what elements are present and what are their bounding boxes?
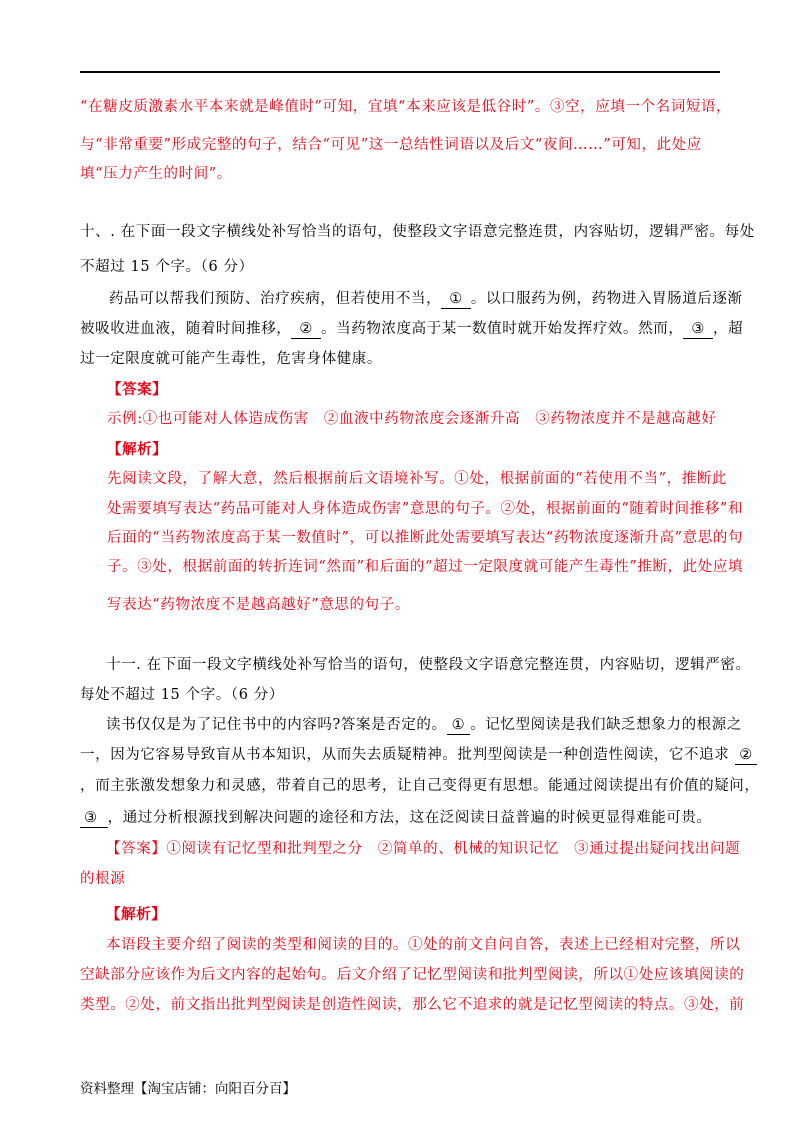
q10-analysis-line-4: 子。③处，根据前面的转折连词“然而”和后面的“超过一定限度就可能产生毒性”推断，此处应填: [107, 559, 744, 575]
q10-analysis-line-2: 处需要填写表达“药品可能对人身体造成伤害”意思的句子。②处，根据前面的“随着时间推移”和: [107, 501, 744, 517]
q10-passage-text: 。以口服药为例，药物进入胃肠道后逐渐: [470, 291, 743, 307]
previous-analysis-line-3: 填“压力产生的时间”。: [80, 166, 232, 182]
q10-analysis-line-5: 写表达“药物浓度不是越高越好”意思的句子。: [107, 597, 410, 613]
q11-analysis-line-2: 空缺部分应该作为后文内容的起始句。后文介绍了记忆型阅读和批判型阅读，所以①处应该填阅读的: [80, 967, 745, 983]
q10-blank-1: ①: [441, 292, 471, 309]
previous-analysis-line-2: 与“非常重要”形成完整的句子，结合“可见”这一总结性词语以及后文“夜间……”可知，此处应: [80, 137, 702, 153]
q10-answer: 示例:①也可能对人体造成伤害 ②血液中药物浓度会逐渐升高 ③药物浓度并不是越高越好: [107, 411, 717, 427]
q11-passage-text: ，通过分析根源找到解决问题的途径和方法，这在泛阅读日益普遍的时候更显得难能可贵。: [107, 810, 712, 826]
q10-analysis-line-1: 先阅读文段，了解大意，然后根据前后文语境补写。①处，根据前面的“若使用不当”，推断此: [107, 471, 728, 487]
q11-answer-line-2: 的根源: [80, 871, 126, 887]
q10-analysis-line-3: 后面的“当药物浓度高于某一数值时”，可以推断此处需要填写表达“药物浓度逐渐升高”意思的句: [107, 530, 744, 546]
q10-passage-line-3: 过一定限度就可能产生毒性，危害身体健康。: [80, 351, 382, 367]
page-footer: 资料整理【淘宝店铺：向阳百分百】: [80, 1081, 296, 1097]
q11-answer-label: 【答案】: [106, 841, 167, 857]
q10-passage-line-1: [109, 287, 743, 309]
previous-analysis-line-1: “在糖皮质激素水平本来就是峰值时”可知，宜填“本来应该是低谷时”。③空，应填一个名词短语，: [80, 99, 732, 115]
q11-passage-line-2: [80, 743, 757, 765]
q10-passage-text: 药品可以帮我们预防、治疗疾病，但若使用不当，: [109, 291, 442, 307]
q11-answer: ①阅读有记忆型和批判型之分 ②简单的、机械的知识记忆 ③通过提出疑问找出问题: [166, 841, 741, 857]
q10-prompt-line-2: 不超过 15 个字。（6 分）: [80, 259, 254, 275]
q10-prompt-line-1: 十、. 在下面一段文字横线处补写恰当的语句，使整段文字语意完整连贯，内容贴切，逻辑严密。每处: [80, 224, 755, 240]
q11-passage-text: 。记忆型阅读是我们缺乏想象力的根源之: [470, 717, 742, 733]
q10-passage-text: 被吸收进血液，随着时间推移，: [80, 321, 292, 337]
q11-passage-text: 读书仅仅是为了记住书中的内容吗?答案是否定的。: [106, 717, 447, 733]
q11-analysis-label: 【解析】: [106, 906, 167, 923]
header-rule: [80, 71, 720, 73]
q10-passage-line-2: [80, 317, 743, 339]
q11-analysis-line-1: 本语段主要介绍了阅读的类型和阅读的目的。①处的前文自问自答，表述上已经相对完整，所以: [106, 937, 741, 953]
q10-answer-label: 【答案】: [107, 381, 168, 398]
q10-passage-text: 。当药物浓度高于某一数值时就开始发挥疗效。然而，: [321, 321, 684, 337]
q10-blank-2: ②: [291, 322, 321, 339]
q10-passage-text: ，超: [713, 321, 744, 337]
q11-blank-3: ③: [80, 811, 108, 828]
q10-blank-3: ③: [683, 322, 713, 339]
q11-analysis-line-3: 类型。②处，前文指出批判型阅读是创造性阅读，那么它不追求的就是记忆型阅读的特点。③处，前: [80, 997, 745, 1013]
q11-prompt-line-1: 十一. 在下面一段文字横线处补写恰当的语句，使整段文字语意完整连贯，内容贴切，逻辑严密。: [106, 657, 751, 673]
q11-passage-line-3: ，而主张激发想象力和灵感，带着自己的思考，让自己变得更有思想。能通过阅读提出有价值的疑问，: [80, 778, 760, 794]
q11-prompt-line-2: 每处不超过 15 个字。（6 分）: [80, 687, 284, 703]
q11-passage-line-1: [106, 713, 742, 735]
q10-analysis-label: 【解析】: [107, 441, 168, 458]
q11-passage-text: 一，因为它容易导致盲从书本知识，从而失去质疑精神。批判型阅读是一种创造性阅读，它不追求: [80, 747, 730, 763]
q11-answer-line-1: [106, 837, 740, 858]
q11-passage-line-4: [80, 806, 712, 828]
q11-blank-2: ②: [735, 748, 757, 765]
q11-blank-1: ①: [447, 718, 471, 735]
